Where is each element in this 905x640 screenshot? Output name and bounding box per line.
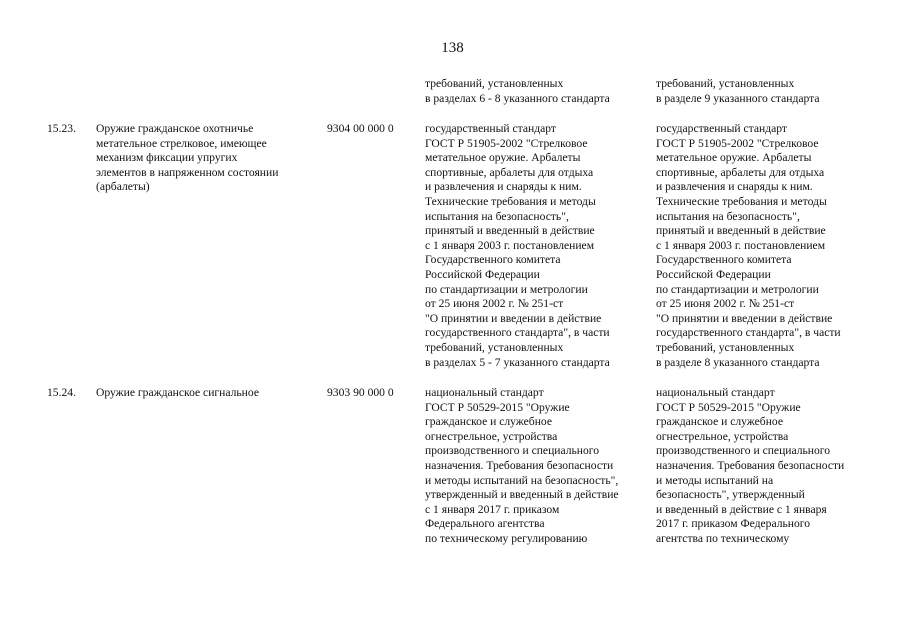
text-line: Технические требования и методы — [425, 194, 596, 208]
text-line: Государственного комитета — [656, 253, 792, 267]
text-line: в разделах 6 - 8 указанного стандарта — [425, 91, 610, 105]
text-line: элементов в напряженном состоянии — [96, 165, 279, 179]
text-line: Российской Федерации — [425, 267, 540, 281]
requirements-standard — [425, 122, 610, 370]
text-line: государственный стандарт — [656, 122, 787, 135]
text-line: национальный стандарт — [656, 386, 775, 399]
text-line: гражданское и служебное — [425, 415, 552, 429]
text-line: и развлечения и снаряды к ним. — [425, 180, 582, 194]
text-line: в разделе 8 указанного стандарта — [656, 355, 820, 369]
text-line: и развлечения и снаряды к ним. — [656, 180, 813, 194]
requirements-standard — [425, 386, 619, 547]
product-code: 9304 00 000 0 — [327, 122, 394, 135]
text-line: Оружие гражданское сигнальное — [96, 386, 259, 399]
text-line: механизм фиксации упругих — [96, 151, 238, 165]
text-line: Федерального агентства — [425, 517, 545, 531]
row-number: 15.24. — [47, 386, 76, 399]
text-line: требований, установленных — [656, 340, 795, 354]
text-line: испытания на безопасность", — [656, 209, 800, 223]
product-name — [96, 122, 278, 195]
text-line: 2017 г. приказом Федерального — [656, 517, 811, 531]
text-line: и введенный в действие с 1 января — [656, 502, 827, 516]
text-line: от 25 июня 2002 г. № 251-ст — [656, 297, 795, 311]
text-line: ГОСТ Р 51905-2002 "Стрелковое — [656, 136, 819, 150]
procedures-standard — [656, 386, 844, 547]
text-line: по стандартизации и метрологии — [656, 282, 819, 296]
product-code: 9303 90 000 0 — [327, 386, 394, 399]
text-line: принятый и введенный в действие — [656, 224, 826, 238]
product-name — [96, 386, 259, 401]
text-line: гражданское и служебное — [656, 415, 783, 429]
text-line: Оружие гражданское охотничье — [96, 122, 254, 135]
text-line: по стандартизации и метрологии — [425, 282, 588, 296]
text-line: в разделах 5 - 7 указанного стандарта — [425, 355, 610, 369]
row-number: 15.23. — [47, 122, 76, 135]
text-line: агентства по техническому — [656, 531, 790, 545]
text-line: ГОСТ Р 50529-2015 "Оружие — [656, 400, 801, 414]
text-line: безопасность", утвержденный — [656, 488, 805, 502]
text-line: ГОСТ Р 51905-2002 "Стрелковое — [425, 136, 588, 150]
text-line: требований, установленных — [425, 77, 564, 90]
text-line: метательное оружие. Арбалеты — [425, 151, 581, 165]
text-line: государственного стандарта", в части — [425, 326, 610, 340]
text-line: метательное оружие. Арбалеты — [656, 151, 812, 165]
text-line: с 1 января 2003 г. постановлением — [425, 238, 595, 252]
text-line: испытания на безопасность", — [425, 209, 569, 223]
procedures-standard — [656, 122, 841, 370]
text-line: Российской Федерации — [656, 267, 771, 281]
text-line: с 1 января 2017 г. приказом — [425, 502, 560, 516]
text-line: Технические требования и методы — [656, 194, 827, 208]
text-line: и методы испытаний на безопасность", — [425, 473, 619, 487]
text-line: "О принятии и введении в действие — [656, 311, 833, 325]
continuation-procedures — [656, 77, 820, 106]
text-line: утвержденный и введенный в действие — [425, 488, 619, 502]
text-line: ГОСТ Р 50529-2015 "Оружие — [425, 400, 570, 414]
page-number: 138 — [441, 40, 464, 56]
text-line: огнестрельное, устройства — [656, 429, 789, 443]
text-line: требований, установленных — [425, 340, 564, 354]
text-line: производственного и специального — [425, 444, 600, 458]
text-line: в разделе 9 указанного стандарта — [656, 91, 820, 105]
text-line: "О принятии и введении в действие — [425, 311, 602, 325]
text-line: государственного стандарта", в части — [656, 326, 841, 340]
continuation-requirements — [425, 77, 610, 106]
text-line: принятый и введенный в действие — [425, 224, 595, 238]
text-line: (арбалеты) — [96, 180, 150, 194]
text-line: огнестрельное, устройства — [425, 429, 558, 443]
text-line: Государственного комитета — [425, 253, 561, 267]
text-line: метательное стрелковое, имеющее — [96, 136, 267, 150]
text-line: назначения. Требования безопасности — [656, 458, 845, 472]
text-line: по техническому регулированию — [425, 531, 588, 545]
text-line: с 1 января 2003 г. постановлением — [656, 238, 826, 252]
text-line: спортивные, арбалеты для отдыха — [425, 165, 594, 179]
text-line: от 25 июня 2002 г. № 251-ст — [425, 297, 564, 311]
text-line: спортивные, арбалеты для отдыха — [656, 165, 825, 179]
text-line: государственный стандарт — [425, 122, 556, 135]
text-line: требований, установленных — [656, 77, 795, 90]
text-line: производственного и специального — [656, 444, 831, 458]
text-line: назначения. Требования безопасности — [425, 458, 614, 472]
text-line: национальный стандарт — [425, 386, 544, 399]
text-line: и методы испытаний на — [656, 473, 774, 487]
